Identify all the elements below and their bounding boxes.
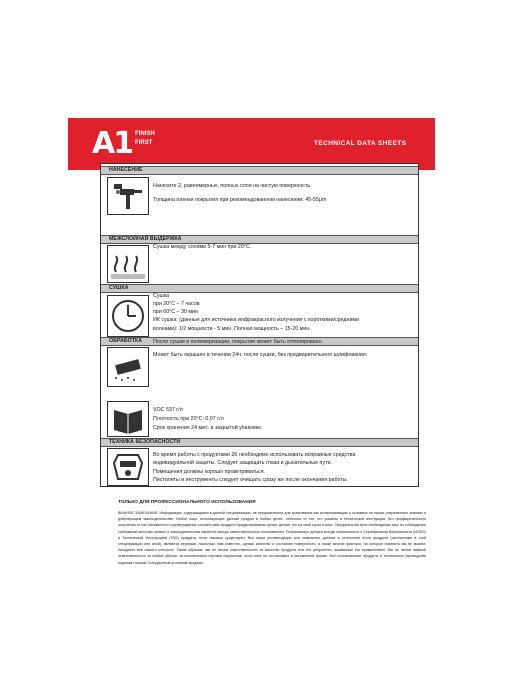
drying-text-5: волнами): 1/2 мощности - 5 мин. Полная мощность – 15-20 мин.	[153, 326, 311, 332]
safety-text-4: Пистолеты и инструменты следует очищать сразу же после окончания работы.	[153, 477, 349, 483]
section-header-flash	[101, 235, 418, 244]
drying-text-1: Сушка	[153, 293, 170, 299]
flash-text-1: Сушка между слоями 5-7 мин при 20°C.	[153, 244, 252, 250]
footer-disclaimer: ВАЖНОЕ ЗАМЕЧАНИЕ: Информация, содержащаяся в данной спецификации, не предназначена для трактования как исчерпывающая и основана на наших современных знаниях и действующем законодательстве. Любое лицо, использующее данный продукт в любых целях, отличных от тех, что указаны в технической инструкции, без предварительного получения от нас письменного подтверждения соответствия продукта предполагаемым целям, делает это на свой страх и риск. Предпринятие всех необходимых мер по соблюдению требований местных правил и законодательства является всегда ответственностью пользователя. Пользователь должен всегда ознакомиться с Сертификатом Безопасности (MSDS) и Технической Инструкцией (TDS) продукта, если таковые существуют. Все наши рекомендации или заявления, данные в отношении этого продукта (изложенные в этой спецификации или иной), являются верными, насколько нам известно, однако качество и состояние поверхности, а также многие факторы, на которые повлиять мы не можем, находятся вне нашего контроля. Таким образом, мы не несем ответственности за качество продукта или его результаты, вызванные его применением. Мы не несем никакой ответственности за любые убытки, за исключением случаев нарушения, если иное не согласовано в письменной форме. Все поставляемые продукты и техническое руководство подлежат нашим Стандартным условиям продажи.	[118, 511, 426, 565]
storage-text-1: VOC 537 г/л	[153, 407, 183, 413]
processing-text-2: Может быть окрашен в течении 24ч. после сушки, без предварительного шлифования.	[153, 352, 368, 358]
storage-text-2: Плотность при 20°C: 0,97 г/л	[153, 416, 224, 422]
section-header-application	[101, 166, 418, 175]
section-title-processing: ОБРАБОТКА	[109, 338, 143, 344]
section-header-safety	[101, 438, 418, 447]
section-title-application: НАНЕСЕНИЕ	[109, 167, 143, 173]
book-icon	[107, 401, 149, 437]
section-title-safety: ТЕХНИКА БЕЗОПАСНОСТИ	[109, 439, 181, 445]
processing-text-1: После сушки и полимеризации, покрытие может быть отполировано.	[153, 339, 324, 345]
section-title-drying: СУШКА	[109, 285, 129, 291]
tagline-line-2: FIRST	[135, 140, 153, 146]
clock-icon	[107, 295, 149, 337]
document-title: TECHNICAL DATA SHEETS	[314, 140, 407, 147]
section-title-flash: МЕЖСЛОЙНАЯ ВЫДЕРЖКА	[109, 236, 182, 242]
application-text-2: Толщина пленки покрытия при рекомендованном нанесении: 45-55μm	[153, 197, 327, 203]
drying-text-3: при 60°C – 30 мин	[153, 309, 198, 315]
section-header-drying	[101, 284, 418, 293]
application-text-1: Нанесите 2, равномерных, полных слоя на чистую поверхность.	[153, 183, 312, 189]
drying-text-4: ИК сушка: (данные для источника инфракрасного излучения с короткими/средними	[153, 317, 360, 323]
safety-text-2: индивидуальной защиты. Следует защищать глаза и дыхательные пути.	[153, 460, 332, 466]
data-sheet	[100, 163, 419, 487]
protective-mask-icon	[107, 448, 149, 486]
brand-tagline	[135, 130, 155, 148]
drying-text-2: при 20°C – 7 часов	[153, 301, 200, 307]
tagline-line-1: FINISH	[135, 131, 155, 137]
evaporation-icon	[107, 245, 149, 283]
storage-text-3: Срок хранения 24 мес. в закрытой упаковке.	[153, 425, 263, 431]
brand-logo: A1	[92, 126, 133, 161]
safety-text-1: Во время работы с продуктами 2К необходимо использовать исправные средства	[153, 452, 356, 458]
sanding-icon	[107, 347, 149, 387]
footer-title: ТОЛЬКО ДЛЯ ПРОФЕССИОНАЛЬНОГО ИСПОЛЬЗОВАНИЯ	[118, 500, 256, 505]
spray-gun-icon	[107, 177, 149, 215]
safety-text-3: Помещения должны хорошо проветриваться.	[153, 469, 266, 475]
